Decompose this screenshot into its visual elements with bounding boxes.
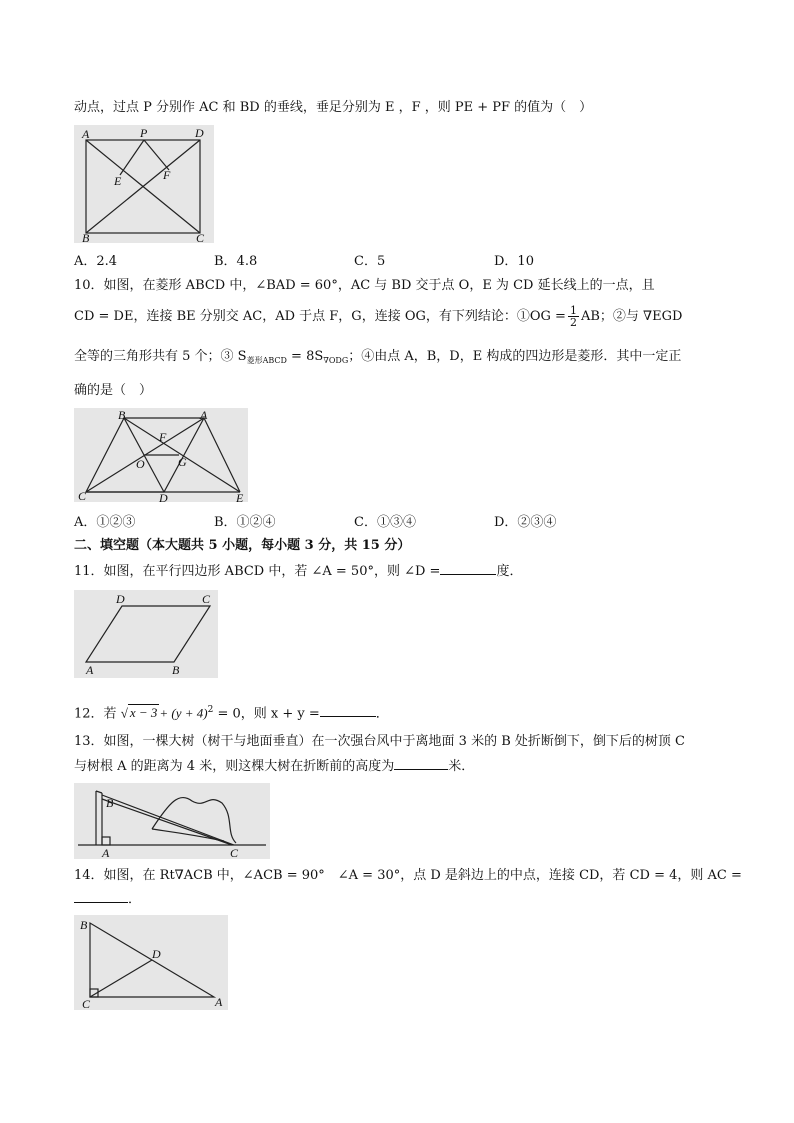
q14-label-a: A [215,995,223,1009]
q14-label-b: B [80,918,88,932]
q10-label-a: A [200,408,208,422]
q10-option-a: A．①②③ [74,515,136,530]
q10-line2a: CD = DE，连接 BE 分别交 AC，AD 于点 F，G，连接 OG，有下列结论：①OG = [74,309,566,324]
q10-line2 [74,305,682,328]
q10-line3 [74,347,681,371]
q9-label-e: E [114,174,122,188]
q10-line2b: AB；②与 ∇EGD [580,309,683,324]
q12-text-c: ． [375,706,389,722]
q10-line3b: = 8S [286,349,324,364]
q10-frac-num: 1 [569,304,577,317]
q11-answer-blank[interactable] [440,562,496,575]
q12-sqrt: √ x − 3 [120,705,158,721]
q10-label-e: E [236,491,244,502]
q14-label-c: C [82,997,91,1010]
q10-line4: 确的是（ ） [74,383,153,398]
q14-label-d: D [152,947,161,961]
q12-text-a: 12．若 [74,706,117,722]
q12-radicand: x − 3 [129,705,158,721]
q10-fraction [568,305,579,328]
q11-line [74,562,522,582]
q9-label-d: D [195,126,204,140]
q10-option-b: B．①②④ [214,515,276,530]
q10-figure [74,408,248,502]
q12-text-b: = 0，则 x + y = [217,706,320,722]
q14-text-end: ． [128,892,142,907]
q11-text-a: 11．如图，在平行四边形 ABCD 中，若 ∠A = 50°，则 ∠D = [74,564,441,579]
q10-label-d: D [159,491,168,502]
q12-line [74,700,389,724]
q12-exponent: 2 [207,705,214,715]
q9-label-b: B [82,231,90,243]
q9-option-a: A．2.4 [74,254,118,269]
q13-label-a: A [102,846,110,859]
q13-text-a: 与树根 A 的距离为 4 米，则这棵大树在折断前的高度为 [74,759,395,774]
q10-label-o: O [136,457,145,471]
q14-line1: 14．如图，在 Rt∇ACB 中，∠ACB = 90° ∠A = 30°，点 D 是斜边上的中点，连接 CD，若 CD = 4，则 AC = [74,868,742,883]
q10-option-c: C．①③④ [354,515,416,530]
q10-line1: 10．如图，在菱形 ABCD 中，∠BAD = 60°，AC 与 BD 交于点 O，E 为 CD 延长线上的一点，且 [74,278,655,293]
q9-stem: 动点，过点 P 分别作 AC 和 BD 的垂线，垂足分别为 E ，F ，则 PE + PF 的值为（ ） [74,100,593,115]
q10-label-g: G [178,455,187,469]
q12-answer-blank[interactable] [320,704,376,717]
q14-answer-blank[interactable] [74,890,128,903]
q9-figure [74,125,214,243]
q9-label-c: C [196,231,205,243]
q12-middle: + (y + 4) [159,705,208,721]
q13-answer-blank[interactable] [394,757,448,770]
q10-line3a: 全等的三角形共有 5 个；③ S [74,349,247,364]
q10-frac-den: 2 [569,316,577,329]
q11-text-b: 度． [496,564,523,579]
q13-figure [74,783,270,859]
q10-option-d: D．②③④ [494,515,557,530]
q10-label-b: B [118,408,126,422]
q13-line2 [74,757,474,777]
q13-text-b: 米． [448,759,475,774]
q9-label-p: P [140,126,148,140]
q9-label-f: F [163,168,171,182]
q11-label-a: A [86,663,94,677]
q11-label-c: C [202,592,211,606]
q13-label-b: B [106,796,114,810]
q9-label-a: A [82,127,90,141]
section-heading: 二、填空题（本大题共 5 小题，每小题 3 分，共 15 分） [74,538,411,553]
q10-sub-odg: ∇ODG [323,356,349,365]
q11-label-d: D [116,592,125,606]
q9-option-d: D．10 [494,254,534,269]
q9-option-c: C．5 [354,254,386,269]
q14-line2 [74,890,141,910]
q9-option-b: B．4.8 [214,254,258,269]
q13-line1: 13．如图，一棵大树（树干与地面垂直）在一次强台风中于离地面 3 米的 B 处折断倒下，倒下后的树顶 C [74,734,685,749]
q11-figure [74,590,218,678]
q10-label-f: F [159,430,167,444]
q10-label-c: C [78,489,87,502]
q11-label-b: B [172,663,180,677]
q13-label-c: C [230,846,239,859]
q10-line3c: ；④由点 A，B，D，E 构成的四边形是菱形．其中一定正 [348,349,682,364]
q14-figure [74,915,228,1010]
q10-sub-rhombus: 菱形ABCD [246,356,287,365]
